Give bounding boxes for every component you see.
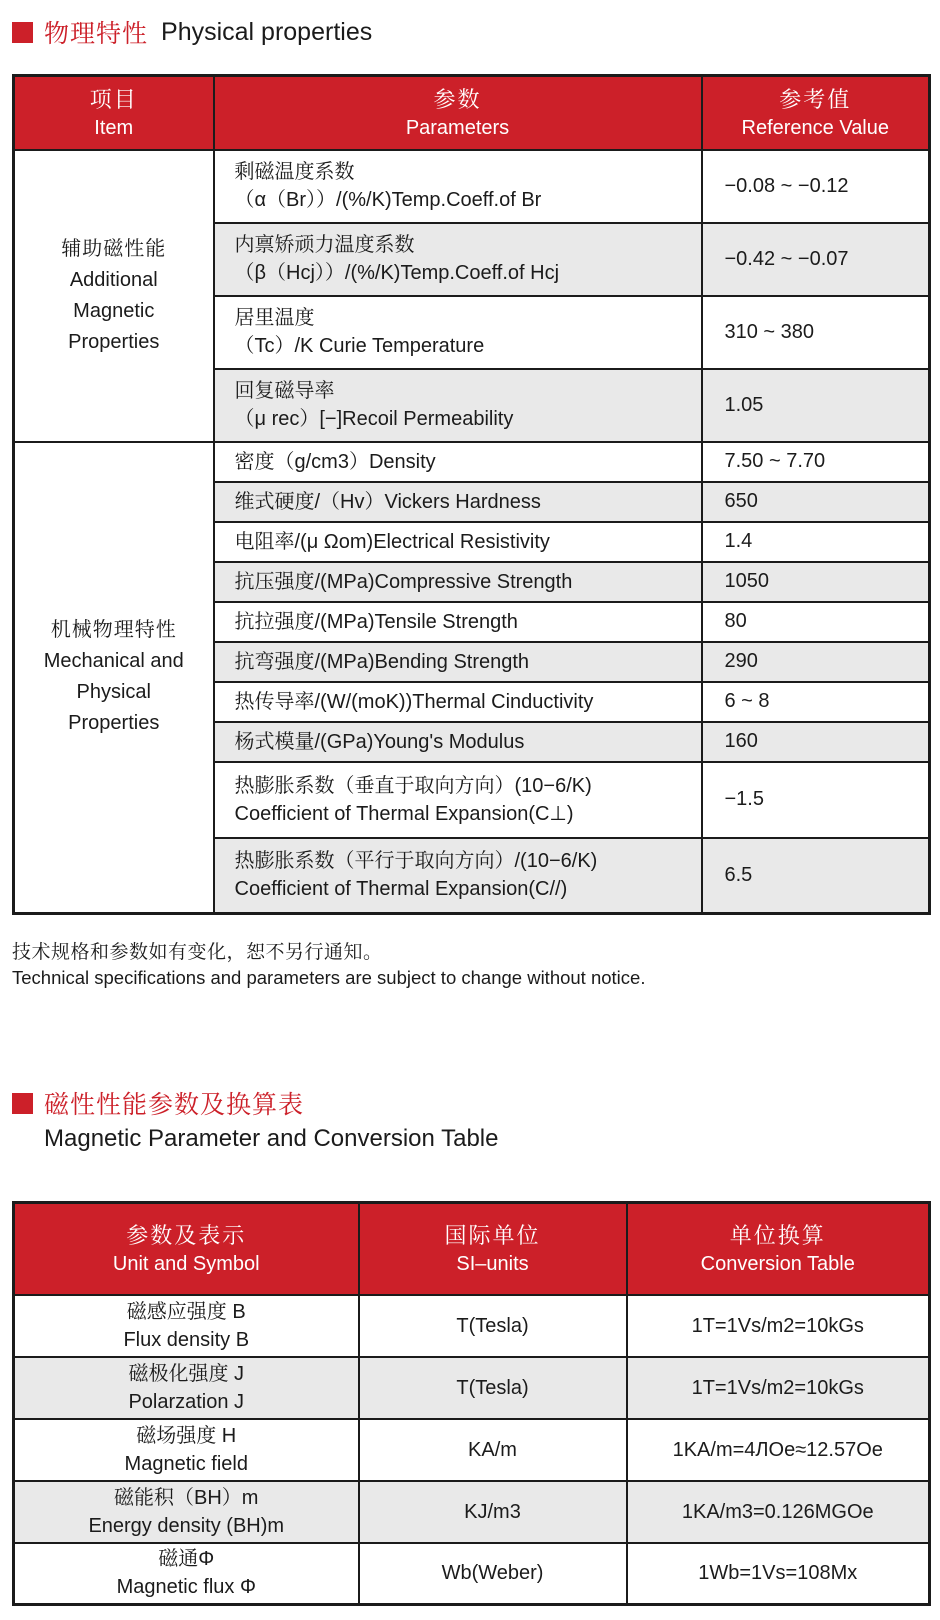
param-cell (214, 223, 702, 296)
quantity-en: Energy density (BH)m (88, 1514, 285, 1537)
value-cell: 7.50 ~ 7.70 (702, 442, 930, 482)
value-cell: 80 (702, 602, 930, 642)
param-line1: 维式硬度/（Hv）Vickers Hardness (234, 490, 541, 513)
param-cell (214, 562, 702, 602)
quantity-en: Flux density B (123, 1328, 250, 1351)
param-cell (214, 722, 702, 762)
param-line2: （β（Hcj））/(%/K)Temp.Coeff.of Hcj (234, 262, 560, 285)
group-label-zh: 机械物理特性 (50, 619, 177, 642)
param-line1: 回复磁导率 (234, 380, 335, 403)
value-cell: 650 (702, 482, 930, 522)
value-cell: 1.4 (702, 522, 930, 562)
header-unit-symbol (14, 1203, 359, 1295)
header-unit-symbol-zh: 参数及表示 (126, 1223, 247, 1249)
param-line1: 抗压强度/(MPa)Compressive Strength (234, 570, 573, 593)
si-unit-cell: T(Tesla) (359, 1295, 627, 1357)
value-cell: 1.05 (702, 369, 930, 442)
param-cell (214, 482, 702, 522)
quantity-cell (14, 1419, 359, 1481)
header-parameters-en: Parameters (405, 116, 510, 139)
param-cell (214, 369, 702, 442)
header-si-units-zh: 国际单位 (444, 1223, 541, 1249)
section2-title-zh: 磁性性能参数及换算表 (44, 1091, 305, 1120)
param-line2: （α（Br））/(%/K)Temp.Coeff.of Br (234, 189, 542, 212)
disclaimer-zh: 技术规格和参数如有变化，恕不另行通知。 (12, 942, 383, 964)
quantity-cell (14, 1481, 359, 1543)
table-header-row (14, 1203, 930, 1295)
header-item-zh: 项目 (89, 87, 138, 112)
param-line2: Coefficient of Thermal Expansion(C⊥) (234, 802, 574, 825)
param-line2: Coefficient of Thermal Expansion(C//) (234, 878, 568, 901)
section1-title (12, 14, 940, 50)
quantity-cell (14, 1543, 359, 1605)
header-conversion-zh: 单位换算 (729, 1223, 826, 1249)
param-line1: 热传导率/(W/(moK))Thermal Cinductivity (234, 690, 594, 713)
group-mechanical-physical (14, 442, 214, 914)
value-cell: −1.5 (702, 762, 930, 838)
header-reference-value-en: Reference Value (741, 116, 889, 139)
group-additional-magnetic (14, 150, 214, 442)
header-item-en: Item (94, 116, 134, 139)
header-conversion (627, 1203, 930, 1295)
quantity-en: Magnetic field (124, 1452, 248, 1475)
param-line1: 热膨胀系数（平行于取向方向）/(10−6/K) (234, 850, 598, 873)
conversion-cell: 1KA/m=4ЛOe≈12.57Oe (627, 1419, 930, 1481)
table-row (14, 1357, 930, 1419)
header-parameters-zh: 参数 (433, 87, 482, 112)
header-conversion-en: Conversion Table (700, 1252, 855, 1275)
param-cell (214, 642, 702, 682)
table-row (14, 1419, 930, 1481)
quantity-cell (14, 1295, 359, 1357)
value-cell: 6 ~ 8 (702, 682, 930, 722)
header-si-units (359, 1203, 627, 1295)
conversion-cell: 1T=1Vs/m2=10kGs (627, 1357, 930, 1419)
quantity-zh: 磁极化强度 J (128, 1362, 245, 1385)
si-unit-cell: T(Tesla) (359, 1357, 627, 1419)
value-cell: 1050 (702, 562, 930, 602)
param-cell (214, 442, 702, 482)
bullet-square-icon (12, 22, 33, 43)
disclaimer-en: Technical specifications and parameters are subject to change without notice. (12, 967, 646, 989)
value-cell: 310 ~ 380 (702, 296, 930, 369)
header-item (14, 76, 214, 150)
table-header-row (14, 76, 930, 150)
value-cell: 290 (702, 642, 930, 682)
param-cell (214, 762, 702, 838)
header-unit-symbol-en: Unit and Symbol (112, 1252, 260, 1275)
quantity-zh: 磁感应强度 B (126, 1300, 246, 1323)
header-si-units-en: SI–units (456, 1252, 529, 1275)
si-unit-cell: Wb(Weber) (359, 1543, 627, 1605)
si-unit-cell: KJ/m3 (359, 1481, 627, 1543)
table-row (14, 442, 930, 482)
param-line1: 电阻率/(μ Ωom)Electrical Resistivity (234, 530, 550, 553)
param-cell (214, 602, 702, 642)
quantity-en: Polarzation J (128, 1390, 245, 1413)
section1-title-en: Physical properties (161, 17, 373, 46)
group-label-zh: 辅助磁性能 (61, 237, 167, 260)
param-cell (214, 838, 702, 914)
quantity-cell (14, 1357, 359, 1419)
quantity-en: Magnetic flux Φ (116, 1576, 256, 1599)
group-label-en: Additional Magnetic Properties (68, 268, 160, 353)
param-line1: 内禀矫顽力温度系数 (234, 234, 415, 257)
disclaimer-note (12, 937, 940, 989)
param-line1: 剩磁温度系数 (234, 161, 355, 184)
param-line1: 密度（g/cm3）Density (234, 450, 436, 473)
table-row (14, 1481, 930, 1543)
table-row (14, 1295, 930, 1357)
value-cell: 6.5 (702, 838, 930, 914)
conversion-cell: 1KA/m3=0.126MGOe (627, 1481, 930, 1543)
param-line2: （Tc）/K Curie Temperature (234, 335, 485, 358)
section2-title (0, 1085, 940, 1153)
quantity-zh: 磁场强度 H (136, 1424, 237, 1447)
value-cell: 160 (702, 722, 930, 762)
param-cell (214, 522, 702, 562)
param-line1: 热膨胀系数（垂直于取向方向）(10−6/K) (234, 774, 592, 797)
section2-title-en: Magnetic Parameter and Conversion Table (44, 1125, 499, 1153)
param-line1: 居里温度 (234, 307, 315, 330)
param-line1: 杨式模量/(GPa)Young's Modulus (234, 730, 525, 753)
conversion-cell: 1Wb=1Vs=108Mx (627, 1543, 930, 1605)
header-reference-value-zh: 参考值 (779, 87, 852, 112)
param-cell (214, 150, 702, 223)
quantity-zh: 磁通Φ (158, 1548, 215, 1571)
group-label-en: Mechanical and Physical Properties (43, 650, 184, 735)
param-cell (214, 296, 702, 369)
value-cell: −0.08 ~ −0.12 (702, 150, 930, 223)
conversion-table (12, 1201, 931, 1606)
section1-title-zh: 物理特性 (44, 20, 149, 48)
table-row (14, 1543, 930, 1605)
si-unit-cell: KA/m (359, 1419, 627, 1481)
physical-properties-table (12, 74, 931, 915)
param-line1: 抗拉强度/(MPa)Tensile Strength (234, 610, 518, 633)
quantity-zh: 磁能积（BH）m (114, 1486, 259, 1509)
header-parameters (214, 76, 702, 150)
header-reference-value (702, 76, 930, 150)
bullet-square-icon (12, 1093, 33, 1114)
conversion-cell: 1T=1Vs/m2=10kGs (627, 1295, 930, 1357)
param-line1: 抗弯强度/(MPa)Bending Strength (234, 650, 530, 673)
param-cell (214, 682, 702, 722)
param-line2: （μ rec）[−]Recoil Permeability (234, 408, 514, 431)
value-cell: −0.42 ~ −0.07 (702, 223, 930, 296)
table-row (14, 150, 930, 223)
